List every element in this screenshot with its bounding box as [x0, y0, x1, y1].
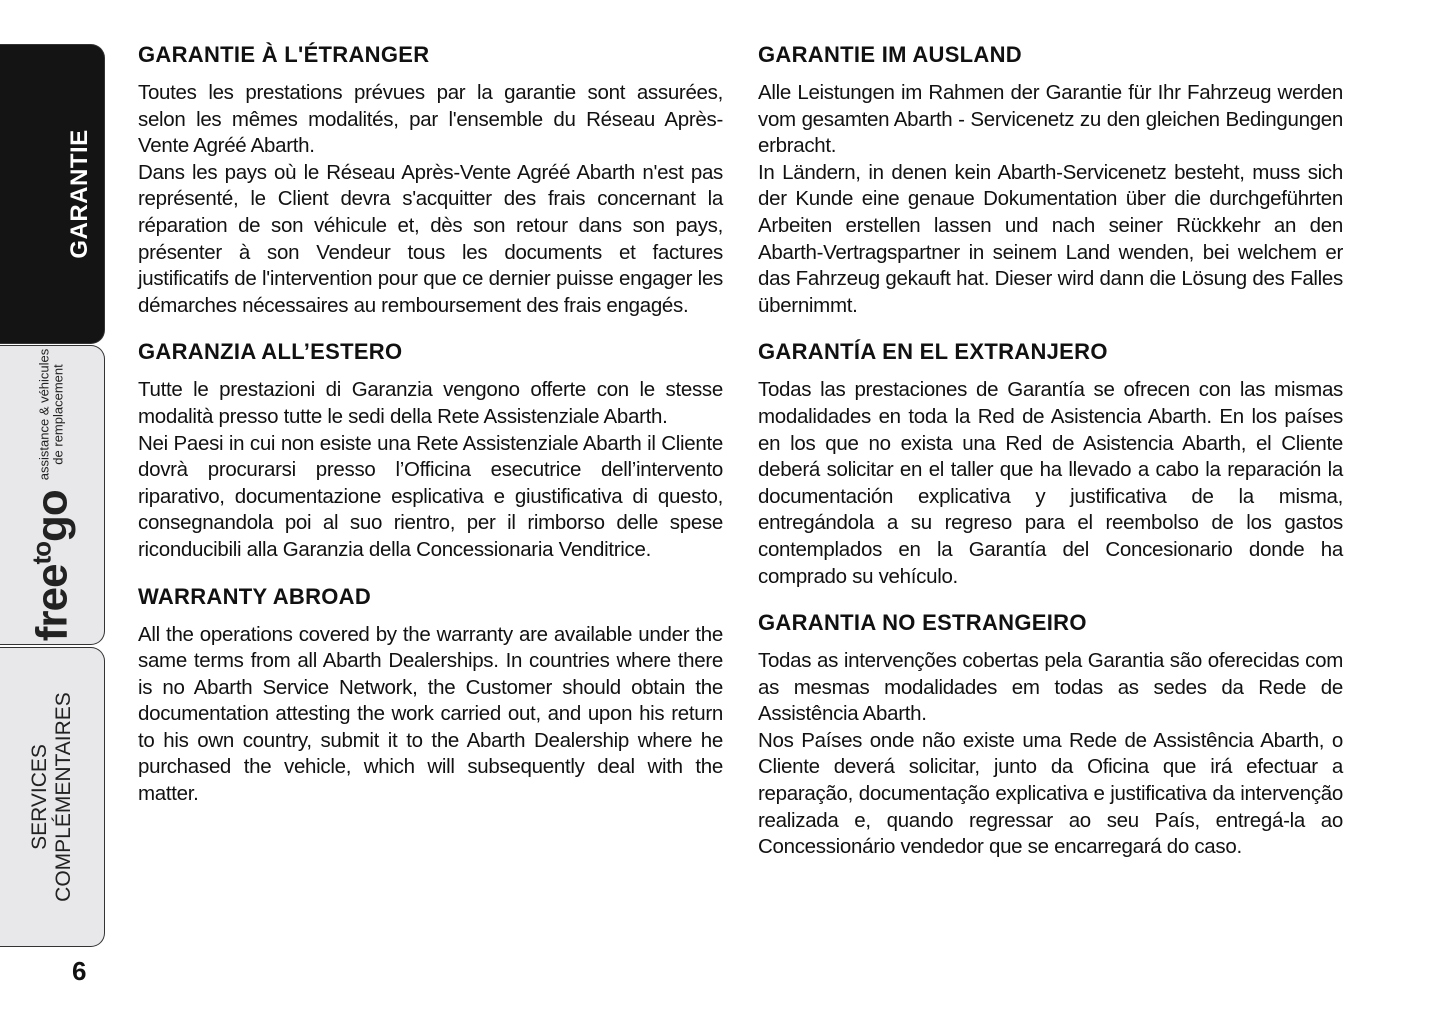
section: [758, 608, 1343, 861]
paragraph: In Ländern, in denen kein Abarth-Servicenetz besteht, muss sich der Kunde eine genaue Dokumentation über die durchgeführten Arbeiten erstellen lassen und nach seiner Rückkehr an den Abarth-Vertragspartner in seinem Land wenden, bei welchem er das Fahrzeug gekauft hat. Dieser wird dann die Lösung des Falles übernimmt.: [758, 160, 1343, 317]
page-number: 6: [72, 956, 87, 986]
tab-garantie[interactable]: [0, 44, 105, 344]
section: [138, 582, 723, 808]
section: [758, 40, 1343, 319]
section: [758, 337, 1343, 590]
section: [138, 40, 723, 319]
paragraph: Dans les pays où le Réseau Après-Vente Agréé Abarth n'est pas représenté, le Client devra s'acquitter des frais concernant la réparation de son véhicule et, dès son retour dans son pays, présenter à son Vendeur tous les documents et factures justificatifs de l'intervention pour que ce dernier puisse engager les démarches nécessaires au remboursement des frais engagés.: [138, 160, 723, 317]
paragraph: Nos Países onde não existe uma Rede de Assistência Abarth, o Cliente deverá solicitar, junto da Oficina que irá efectuar a reparação, documentação explicativa e justificativa da intervenção realizada e, quando regressar ao seu País, entregá-la ao Concessionário vendedor que se encarregará do caso.: [758, 728, 1343, 859]
paragraph: Alle Leistungen im Rahmen der Garantie für Ihr Fahrzeug werden vom gesamten Abarth - Servicenetz zu den gleichen Bedingungen erbracht.: [758, 81, 1343, 158]
section-title: GARANTIE IM AUSLAND: [758, 42, 1022, 67]
paragraph: All the operations covered by the warranty are available under the same terms from all Abarth Dealerships. In countries where there is no Abarth Service Network, the Customer should obtain the documentation attesting the work carried out, and upon his return to his own country, submit it to the Abarth Dealership where he purchased the vehicle, which will subsequently deal with the matter.: [138, 622, 723, 806]
tab-garantie-label: GARANTIE: [66, 129, 93, 259]
section-title: GARANTÍA EN EL EXTRANJERO: [758, 339, 1108, 365]
tab-services[interactable]: [0, 647, 105, 947]
left-column: [138, 40, 723, 826]
right-column: [758, 40, 1343, 879]
paragraph: Tutte le prestazioni di Garanzia vengono offerte con le stesse modalità presso tutte le sedi della Rete Assistenziale Abarth.: [138, 378, 723, 428]
paragraph: Todas las prestaciones de Garantía se ofrecen con las mismas modalidades en toda la Red de Asistencia Abarth. En los países en los que no exista una Red de Asistencia Abarth, el Cliente deberá solicitar en el taller que ha llevado a cabo la reparación la documentación explicativa y justificativa de la misma, entregándola a su regreso para el reembolso de los gastos contemplados en la Garantía del Concesionario donde ha comprado su vehículo.: [758, 378, 1343, 588]
paragraph: Nei Paesi in cui non esiste una Rete Assistenziale Abarth il Cliente dovrà procurarsi presso l’Officina esecutrice dell’intervento riparativo, documentazione esplicativa e giustificativa di questo, consegnandola poi al suo rientro, per il rimborso delle spese riconducibili alla Garanzia della Concessionaria Venditrice.: [138, 431, 723, 561]
paragraph: Toutes les prestations prévues par la garantie sont assurées, selon les mêmes modalités, par l'ensemble du Réseau Après-Vente Agréé Abarth.: [138, 81, 723, 158]
freetogo-logo: free$^{to}$go: [26, 490, 77, 642]
paragraph: Todas as intervenções cobertas pela Garantia são oferecidas com as mesmas modalidades em todas as sedes da Rede de Assistência Abarth.: [758, 649, 1343, 726]
section-title: GARANZIA ALL’ESTERO: [138, 339, 403, 365]
tab-freetogo[interactable]: [0, 345, 105, 645]
freetogo-subtitle: assistance & véhicules de remplacement: [37, 348, 66, 481]
section-title: WARRANTY ABROAD: [138, 583, 372, 609]
section-title: GARANTIE À L'ÉTRANGER: [138, 42, 430, 67]
section: [138, 337, 723, 563]
tab-services-label: SERVICES COMPLÉMENTAIRES: [28, 692, 75, 902]
section-title: GARANTIA NO ESTRANGEIRO: [758, 610, 1087, 636]
